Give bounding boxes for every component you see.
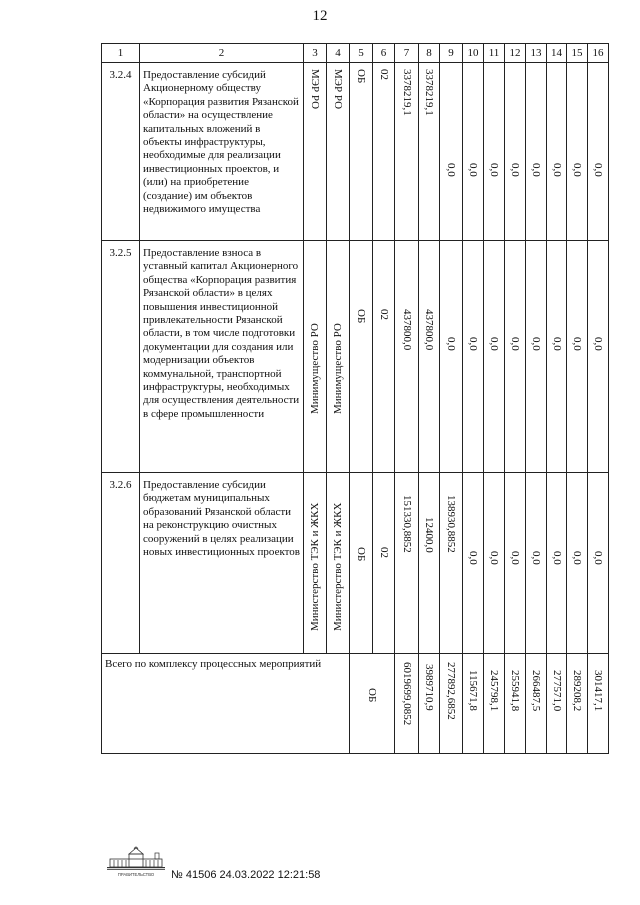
value-cell: 0,0: [530, 551, 542, 565]
total-value: 245798,1: [488, 670, 500, 712]
value-cell: 0,0: [509, 163, 521, 177]
col-header: 1: [102, 44, 140, 63]
budget-administrator: Минимущество РО: [332, 323, 344, 414]
col-header: 12: [505, 44, 526, 63]
col-header: 14: [547, 44, 567, 63]
value-cell: 0,0: [550, 163, 563, 177]
value-total: 3378219,1: [400, 69, 413, 116]
total-value: 255941,8: [509, 670, 521, 712]
value-cell: 0,0: [550, 337, 563, 351]
col-header: 11: [484, 44, 505, 63]
total-value: 301417,1: [592, 670, 604, 712]
registration-stamp: № 41506 24.03.2022 12:21:58: [171, 869, 321, 881]
value-cell: 0,0: [571, 163, 583, 177]
page-number: 12: [312, 8, 328, 24]
total-label: Всего по комплексу процессных мероприятий: [105, 658, 322, 670]
funding-source: ОБ: [355, 69, 367, 84]
value-cell: 0,0: [530, 163, 542, 177]
value-cell: 0,0: [488, 163, 500, 177]
value-cell: 0,0: [445, 163, 457, 177]
row-description: Предоставление субсидии бюджетам муниципальных образований Рязанской области на реконструкцию очистных сооружений в целях реализации новых инвестиционных проектов: [140, 473, 304, 654]
code: 02: [377, 309, 390, 320]
code: 02: [377, 547, 390, 558]
measures-table: [101, 43, 609, 754]
value-cell: 138930,8852: [445, 495, 457, 553]
col-header: 10: [463, 44, 484, 63]
row-number: 3.2.6: [102, 473, 140, 654]
budget-administrator: Министерство ТЭК и ЖКХ: [332, 502, 344, 631]
total-value: 277571,0: [550, 670, 563, 712]
col-header: 13: [526, 44, 547, 63]
total-value: 6019699,0852: [400, 662, 413, 726]
value-cell: 0,0: [509, 337, 521, 351]
col-header: 3: [304, 44, 327, 63]
value-cell: 0,0: [530, 337, 542, 351]
value-cell: 0,0: [592, 337, 604, 351]
col-header: 6: [373, 44, 395, 63]
table-row: [102, 63, 609, 241]
value-cell: 0,0: [592, 163, 604, 177]
value-total: 437800,0: [400, 309, 413, 351]
government-building-logo: [105, 845, 169, 879]
logo-caption: ПРАВИТЕЛЬСТВО: [117, 872, 155, 877]
total-value: 289208,2: [571, 670, 583, 712]
value-cell: 0,0: [488, 337, 500, 351]
value-cell: 0,0: [592, 551, 604, 565]
budget-administrator: МЭР РО: [332, 69, 344, 110]
value-cell: 0,0: [509, 551, 521, 565]
value-cell: 0,0: [488, 551, 500, 565]
col-header: 7: [395, 44, 419, 63]
total-funding-source: ОБ: [366, 688, 378, 703]
value-cell: 3378219,1: [423, 69, 435, 116]
row-description: Предоставление взноса в уставный капитал Акционерного общества «Корпорация развития Рязанской области» в целях повышения инвестиционной привлекательности Рязанской области, в том числе подготовки документации для создания или модернизации объектов коммунальной, транспортной инфраструктуры, необходимых для осуществления деятельности в сфере промышленности: [140, 241, 304, 473]
col-header: 9: [440, 44, 463, 63]
col-header: 16: [588, 44, 609, 63]
total-value: 115671,8: [467, 670, 479, 711]
value-cell: 0,0: [571, 551, 583, 565]
value-cell: 0,0: [445, 337, 457, 351]
row-description: Предоставление субсидий Акционерному обществу «Корпорация развития Рязанской области» на осуществление капитальных вложений в объекты инфраструктуры, необходимые для реализации инвестиционных проектов, и (или) на приобретение (создание) им объектов недвижимого имущества: [140, 63, 304, 241]
col-header: 2: [140, 44, 304, 63]
total-row: [102, 654, 609, 754]
funding-source: ОБ: [355, 547, 367, 562]
value-cell: 12400,0: [423, 517, 435, 553]
value-cell: 0,0: [467, 163, 479, 177]
header-row: [102, 44, 609, 63]
value-total: 151330,8852: [400, 495, 413, 553]
col-header: 8: [419, 44, 440, 63]
responsible-executor: Минимущество РО: [309, 323, 321, 414]
value-cell: 437800,0: [423, 309, 435, 351]
code: 02: [377, 69, 390, 80]
row-number: 3.2.5: [102, 241, 140, 473]
total-value: 3989710,9: [423, 664, 435, 711]
total-value: 277892,6852: [445, 662, 457, 720]
value-cell: 0,0: [571, 337, 583, 351]
col-header: 15: [567, 44, 588, 63]
value-cell: 0,0: [467, 337, 479, 351]
col-header: 4: [327, 44, 350, 63]
table-row: [102, 241, 609, 473]
value-cell: 0,0: [550, 551, 563, 565]
col-header: 5: [350, 44, 373, 63]
table-row: [102, 473, 609, 654]
responsible-executor: Министерство ТЭК и ЖКХ: [309, 502, 321, 631]
value-cell: 0,0: [467, 551, 479, 565]
row-number: 3.2.4: [102, 63, 140, 241]
funding-source: ОБ: [355, 309, 367, 324]
responsible-executor: МЭР РО: [309, 69, 321, 110]
total-value: 266487,5: [530, 670, 542, 712]
